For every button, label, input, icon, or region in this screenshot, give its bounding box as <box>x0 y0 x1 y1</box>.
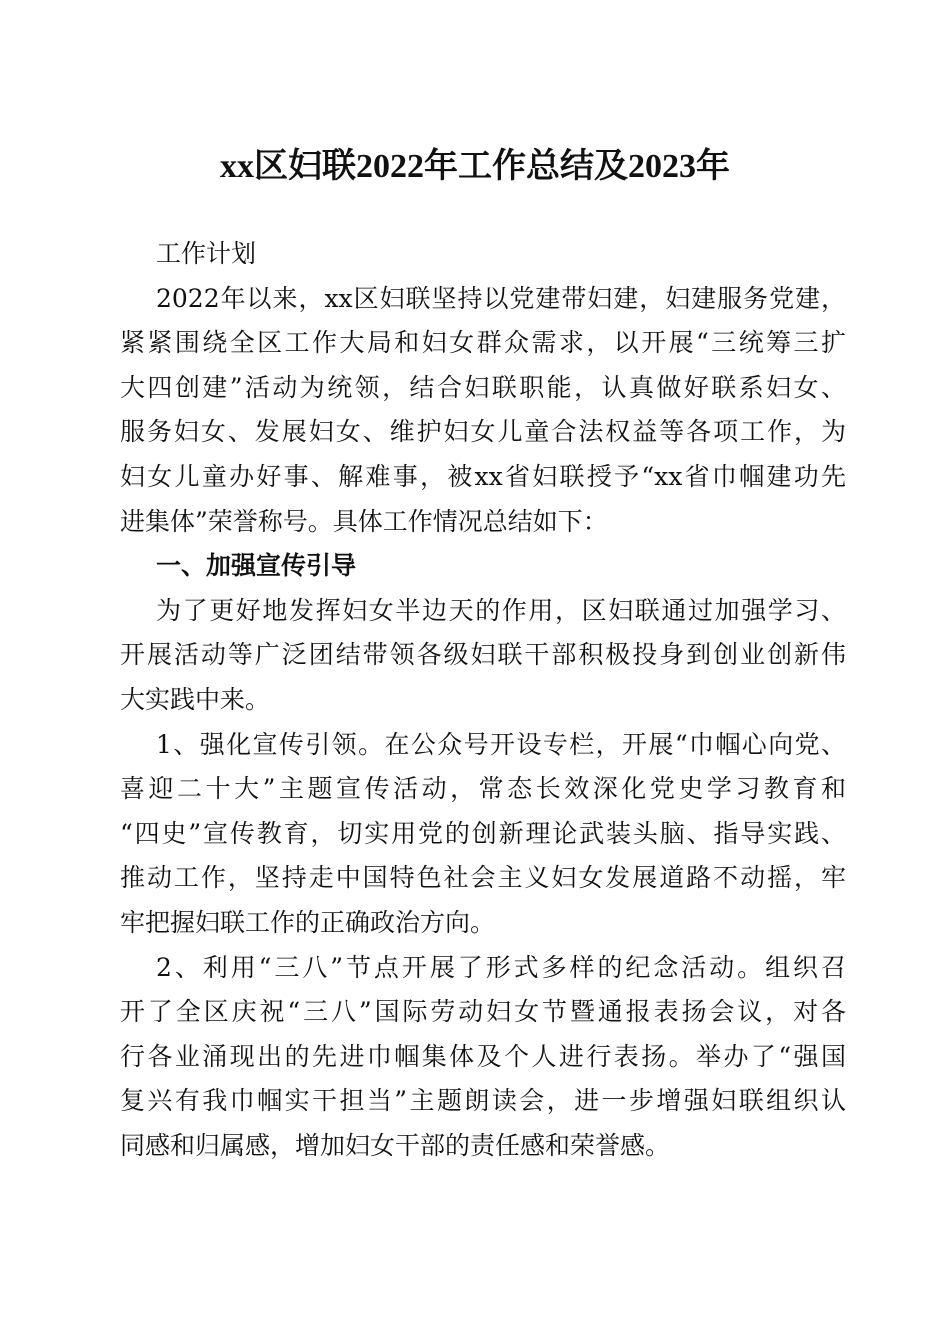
paragraph-line: 行各业涌现出的先进巾帼集体及个人进行表扬。举办了“强国 <box>120 1041 846 1071</box>
paragraph-line: 为了更好地发挥妇女半边天的作用，区妇联通过加强学习、 <box>156 595 846 625</box>
document-title: xx区妇联2022年工作总结及2023年 <box>220 148 730 185</box>
paragraph-line: 2022年以来，xx区妇联坚持以党建带妇建，妇建服务党建， <box>156 283 846 313</box>
paragraph-line: 进集体”荣誉称号。具体工作情况总结如下： <box>120 506 608 536</box>
paragraph-line: 复兴有我巾帼实干担当”主题朗读会，进一步增强妇联组织认 <box>120 1086 846 1116</box>
document-body <box>120 232 846 1168</box>
paragraph-line: 推动工作，坚持走中国特色社会主义妇女发展道路不动摇，牢 <box>120 863 846 893</box>
paragraph-line: 牢把握妇联工作的正确政治方向。 <box>120 907 496 937</box>
paragraph-line: 开展活动等广泛团结带领各级妇联干部积极投身到创业创新伟 <box>120 640 846 670</box>
paragraph-line: 2、利用“三八”节点开展了形式多样的纪念活动。组织召 <box>156 952 846 982</box>
paragraph-line: 喜迎二十大”主题宣传活动，常态长效深化党史学习教育和 <box>120 774 846 804</box>
paragraph-line: 大四创建”活动为统领，结合妇联职能，认真做好联系妇女、 <box>120 372 846 402</box>
paragraph-line: 妇女儿童办好事、解难事，被xx省妇联授予“xx省巾帼建功先 <box>120 461 846 491</box>
paragraph-line: 1、强化宣传引领。在公众号开设专栏，开展“巾帼心向党、 <box>156 729 846 759</box>
paragraph-line: 服务妇女、发展妇女、维护妇女儿童合法权益等各项工作，为 <box>120 417 846 447</box>
paragraph-line: 紧紧围绕全区工作大局和妇女群众需求，以开展“三统筹三扩 <box>120 328 846 358</box>
subtitle-line: 工作计划 <box>156 239 257 268</box>
section-heading: 一、加强宣传引导 <box>156 551 357 581</box>
paragraph-line: 开了全区庆祝“三八”国际劳动妇女节暨通报表扬会议，对各 <box>120 997 846 1027</box>
paragraph-line: “四史”宣传教育，切实用党的创新理论武装头脑、指导实践、 <box>120 818 846 848</box>
paragraph-line: 大实践中来。 <box>120 684 271 714</box>
paragraph-line: 同感和归属感，增加妇女干部的责任感和荣誉感。 <box>120 1130 671 1160</box>
